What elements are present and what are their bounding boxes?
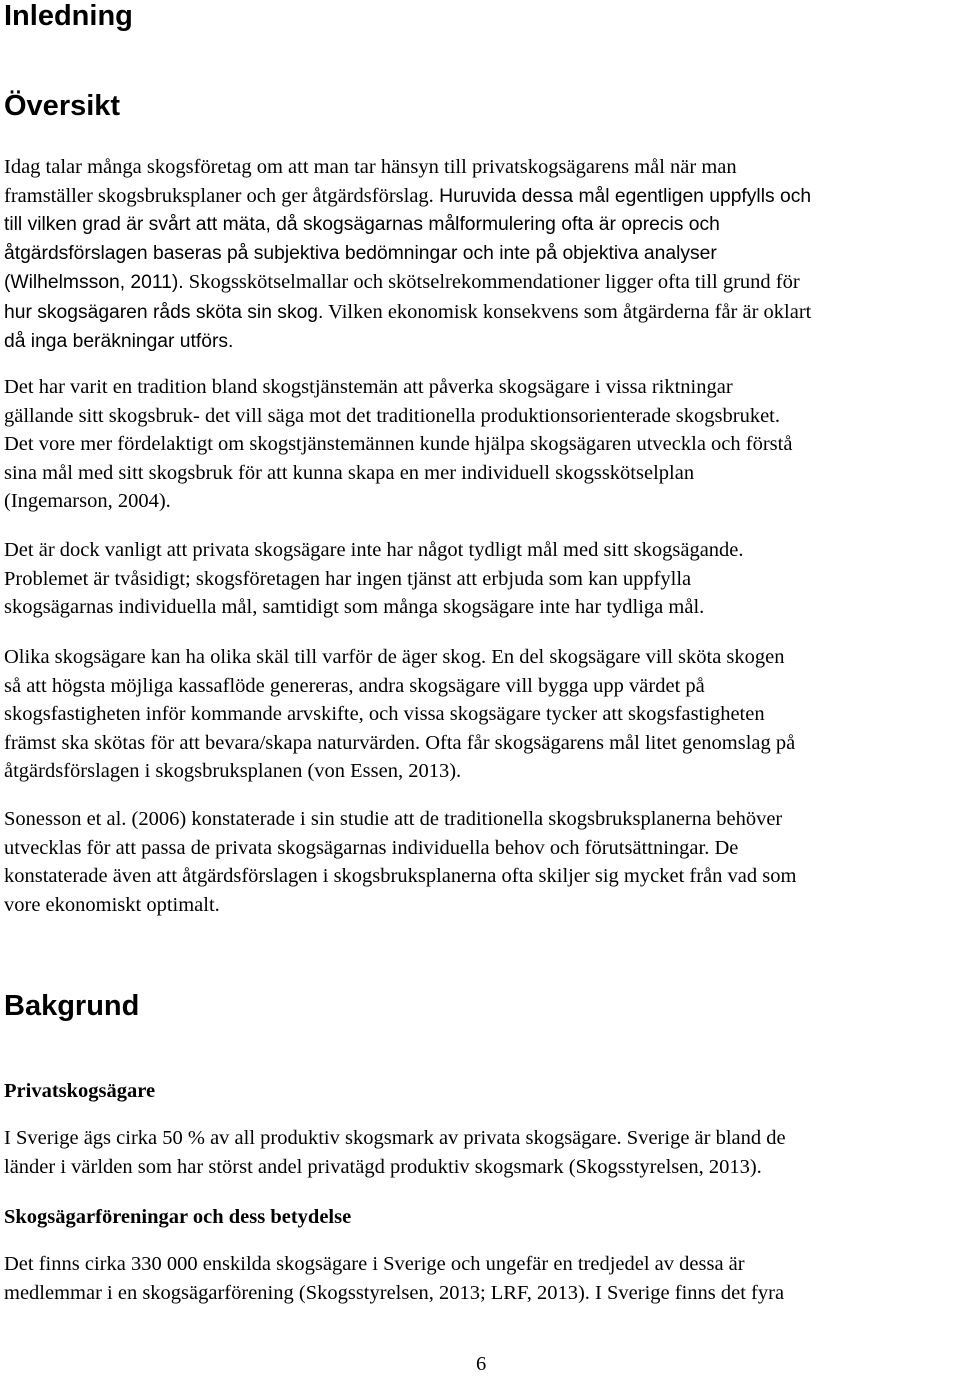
text-segment: framställer skogsbruksplaner och ger åtgärdsförslag. — [4, 184, 434, 207]
paragraph-overview-2 — [4, 373, 960, 516]
text-segment: Skogsskötselmallar och skötselrekommendationer ligger ofta till grund för — [183, 271, 800, 294]
text-line: Idag talar många skogsföretag om att man tar hänsyn till privatskogsägarens mål när man — [4, 156, 737, 178]
text-line: medlemmar i en skogsägarförening (Skogsstyrelsen, 2013; LRF, 2013). I Sverige finns det fyra — [4, 1281, 785, 1304]
paragraph-skogsagarforeningar — [4, 1250, 960, 1307]
text-line: då inga beräkningar utförs. — [4, 330, 234, 352]
text-line: sina mål med sitt skogsbruk för att kunna skapa en mer individuell skogsskötselplan — [4, 461, 695, 484]
paragraph-overview-4 — [4, 643, 960, 786]
text-line: skogsfastigheten inför kommande arvskifte, och vissa skogsägare tycker att skogsfastigheten — [4, 703, 765, 726]
text-line — [4, 298, 960, 328]
paragraph-overview-5 — [4, 805, 960, 919]
text-line: till vilken grad är svårt att mäta, då skogsägarnas målformulering ofta är oprecis och — [4, 214, 720, 236]
text-line: Det har varit en tradition bland skogstjänstemän att påverka skogsägare i vissa riktningar — [4, 376, 733, 398]
paragraph-privatskogsagare — [4, 1124, 960, 1181]
text-line: (Ingemarson, 2004). — [4, 490, 171, 513]
text-line: åtgärdsförslagen baseras på subjektiva bedömningar och inte på objektiva analyser — [4, 242, 717, 264]
text-line: Det vore mer fördelaktigt om skogstjänstemännen kunde hjälpa skogsägaren utveckla och förstå — [4, 433, 793, 456]
text-line — [4, 182, 960, 212]
text-line: skogsägarnas individuella mål, samtidigt som många skogsägare inte har tydliga mål. — [4, 596, 705, 619]
text-line: vore ekonomiskt optimalt. — [4, 893, 220, 916]
text-line: Olika skogsägare kan ha olika skäl till varför de äger skog. En del skogsägare vill sköta skogen — [4, 646, 785, 668]
subheading-skogsagarforeningar: Skogsägarföreningar och dess betydelse — [4, 1206, 352, 1228]
text-line: gällande sitt skogsbruk- det vill säga mot det traditionella produktionsorienterade skogsbruket. — [4, 404, 780, 427]
text-line: Sonesson et al. (2006) konstaterade i sin studie att de traditionella skogsbruksplanerna behöver — [4, 808, 783, 830]
text-line: främst ska skötas för att bevara/skapa naturvärden. Ofta får skogsägarens mål litet genomslag på — [4, 731, 796, 754]
text-segment: Vilken ekonomisk konsekvens som åtgärderna får är oklart — [323, 300, 812, 323]
text-line — [4, 268, 960, 298]
subheading-privatskogsagare: Privatskogsägare — [4, 1080, 156, 1102]
text-line: länder i världen som har störst andel privatägd produktiv skogsmark (Skogsstyrelsen, 2013). — [4, 1155, 762, 1178]
heading-oversikt: Översikt — [4, 90, 121, 122]
heading-bakgrund: Bakgrund — [4, 990, 140, 1022]
paragraph-overview-3 — [4, 536, 960, 622]
text-line: åtgärdsförslagen i skogsbruksplanen (von Essen, 2013). — [4, 760, 462, 783]
heading-inledning: Inledning — [4, 0, 133, 32]
text-line: utvecklas för att passa de privata skogsägarnas individuella behov och förutsättningar. De — [4, 836, 739, 859]
text-line: Problemet är tvåsidigt; skogsföretagen har ingen tjänst att erbjuda som kan uppfylla — [4, 567, 692, 590]
text-line: konstaterade även att åtgärdsförslagen i skogsbruksplanerna ofta skiljer sig mycket från vad som — [4, 865, 797, 888]
text-segment: hur skogsägaren råds sköta sin skog. — [4, 301, 324, 323]
text-line: Det är dock vanligt att privata skogsägare inte har något tydligt mål med sitt skogsägande. — [4, 539, 744, 561]
page-number: 6 — [476, 1353, 487, 1375]
paragraph-overview-1 — [4, 153, 960, 356]
text-segment: (Wilhelmsson, 2011). — [4, 272, 184, 294]
text-line: så att högsta möjliga kassaflöde genereras, andra skogsägare vill bygga upp värdet på — [4, 674, 705, 697]
text-line: Det finns cirka 330 000 enskilda skogsägare i Sverige och ungefär en tredjedel av dessa är — [4, 1253, 745, 1275]
text-segment: Huruvida dessa mål egentligen uppfylls och — [433, 185, 812, 207]
text-line: I Sverige ägs cirka 50 % av all produktiv skogsmark av privata skogsägare. Sverige är bland de — [4, 1127, 786, 1149]
